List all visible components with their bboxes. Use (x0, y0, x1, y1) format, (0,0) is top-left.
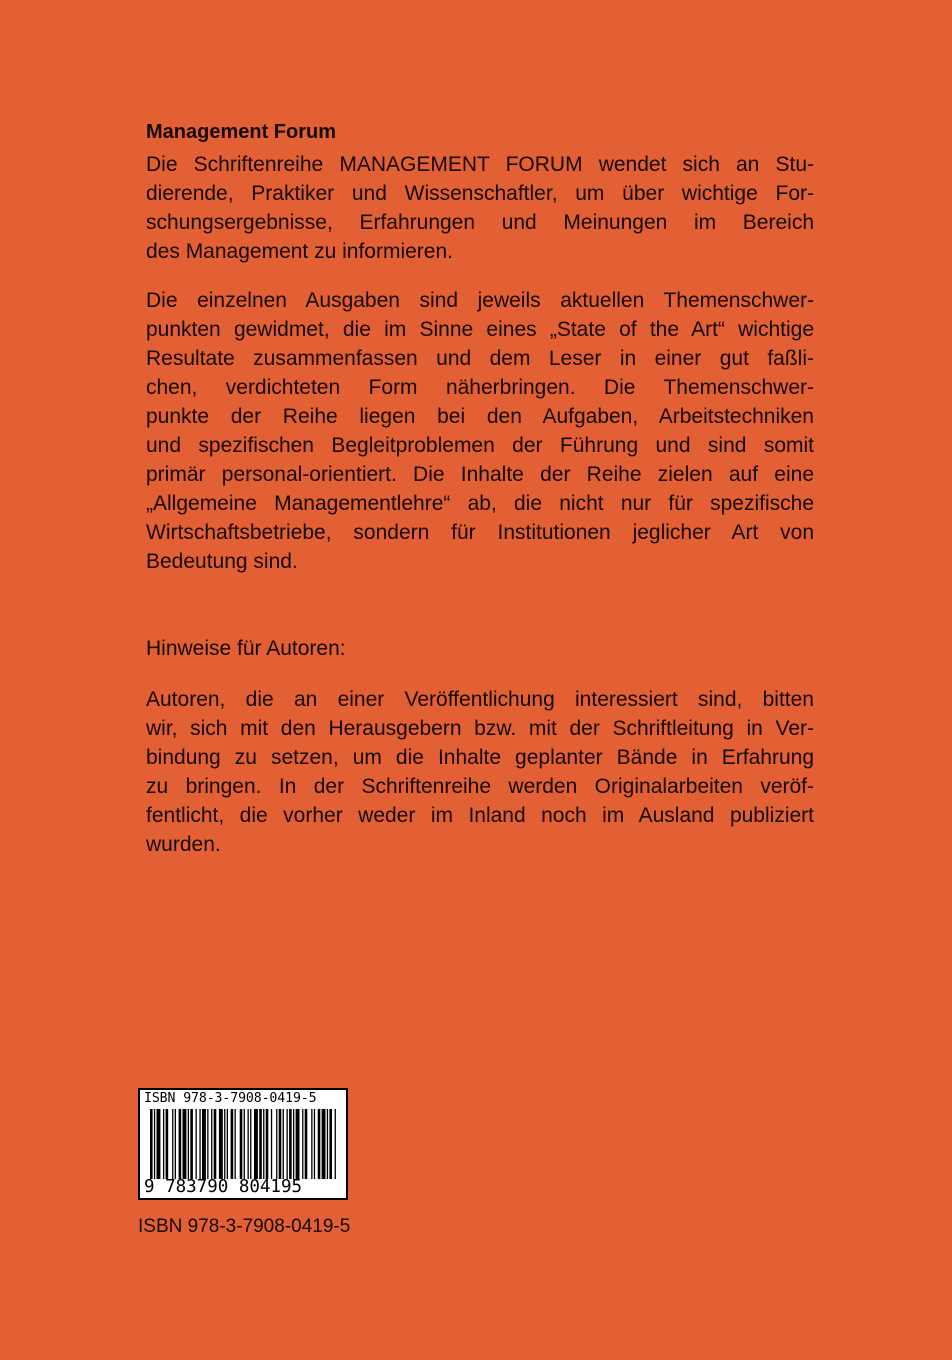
barcode-bar (150, 1109, 153, 1179)
text-line: Autoren, die an einer Veröffentlichung interessiert sind, bitten (146, 688, 814, 711)
text-line: Wirtschaftsbetriebe, sondern für Institutionen jeglicher Art von (146, 521, 814, 544)
text-line: Bedeutung sind. (146, 550, 298, 573)
text-line: punkte der Reihe liegen bei den Aufgaben, Arbeitstechniken (146, 405, 814, 428)
barcode-bar (327, 1109, 328, 1179)
barcode-bar (248, 1109, 249, 1179)
barcode-bar (318, 1109, 321, 1179)
barcode-bar (224, 1109, 225, 1179)
barcode-bar (202, 1109, 206, 1179)
barcode-bar (302, 1109, 303, 1179)
text-line: bindung zu setzen, um die Inhalte geplanter Bände in Erfahrung (146, 746, 814, 769)
barcode-bar (287, 1109, 288, 1179)
barcode-bars (150, 1109, 340, 1179)
barcode-bar (190, 1109, 193, 1179)
barcode-digits: 9 783790 804195 (144, 1177, 303, 1197)
barcode-bar (244, 1109, 245, 1179)
barcode-bar (227, 1109, 228, 1179)
barcode-bar (166, 1109, 169, 1179)
barcode-bar (154, 1109, 155, 1179)
barcode-bar (259, 1109, 262, 1179)
barcode-bar (235, 1109, 236, 1179)
barcode-bar (254, 1109, 258, 1179)
barcode-bar (214, 1109, 217, 1179)
text-line: wir, sich mit den Herausgebern bzw. mit der Schriftleitung in Ver- (146, 717, 814, 740)
barcode-bar (179, 1109, 182, 1179)
barcode-bar (271, 1109, 272, 1179)
barcode-bar (263, 1109, 264, 1179)
barcode-bar (199, 1109, 200, 1179)
text-line: schungsergebnisse, Erfahrungen und Meinungen im Bereich (146, 211, 814, 234)
series-scope-paragraph (146, 286, 814, 576)
text-line: und spezifischen Begleitproblemen der Führung und sind somit (146, 434, 814, 457)
barcode-bar (293, 1109, 294, 1179)
barcode-bar (163, 1109, 164, 1179)
barcode-bar (322, 1109, 326, 1179)
barcode-bar (276, 1109, 277, 1179)
barcode-bar (335, 1109, 336, 1179)
barcode-bar (196, 1109, 197, 1179)
barcode-bar (188, 1109, 189, 1179)
barcode-bar (219, 1109, 223, 1179)
text-line: punkten gewidmet, die im Sinne eines „State of the Art“ wichtige (146, 318, 814, 341)
barcode-bar (311, 1109, 312, 1179)
text-line: des Management zu informieren. (146, 240, 453, 263)
barcode-bar (296, 1109, 300, 1179)
text-line: Die einzelnen Ausgaben sind jeweils aktuellen Themenschwer- (146, 289, 814, 312)
text-line: fentlicht, die vorher weder im Inland noch im Ausland publiziert (146, 804, 814, 827)
barcode-bar (175, 1109, 176, 1179)
barcode-bar (279, 1109, 282, 1179)
barcode-bar (266, 1109, 269, 1179)
barcode-bar (211, 1109, 212, 1179)
text-line: „Allgemeine Managementlehre“ ab, die nicht nur für spezifische (146, 492, 814, 515)
barcode-bar (329, 1109, 332, 1179)
barcode-bar (305, 1109, 308, 1179)
authors-heading: Hinweise für Autoren: (146, 637, 346, 660)
text-line: Die Schriftenreihe MANAGEMENT FORUM wendet sich an Stu- (146, 153, 814, 176)
barcode-bar (157, 1109, 161, 1179)
text-line: primär personal-orientiert. Die Inhalte der Reihe zielen auf eine (146, 463, 814, 486)
text-line: dierende, Praktiker und Wissenschaftler, um über wichtige For- (146, 182, 814, 205)
text-line: chen, verdichteten Form näherbringen. Die Themenschwer- (146, 376, 814, 399)
text-line: Resultate zusammenfassen und dem Leser in einer gut faßli- (146, 347, 814, 370)
barcode-bar (183, 1109, 187, 1179)
barcode-bar (283, 1109, 284, 1179)
text-line: zu bringen. In der Schriftenreihe werden Originalarbeiten veröf- (146, 775, 814, 798)
series-description-paragraph (146, 150, 814, 266)
barcode-bar (289, 1109, 292, 1179)
barcode-bar (207, 1109, 208, 1179)
barcode-bar (240, 1109, 243, 1179)
isbn-number: ISBN 978-3-7908-0419-5 (138, 1216, 351, 1237)
barcode-bar (172, 1109, 173, 1179)
isbn-barcode (138, 1088, 348, 1200)
series-heading: Management Forum (146, 121, 337, 143)
barcode-bar (314, 1109, 315, 1179)
barcode-bar (250, 1109, 251, 1179)
authors-info-paragraph (146, 685, 814, 859)
barcode-isbn-label: ISBN 978-3-7908-0419-5 (144, 1091, 317, 1106)
barcode-bar (231, 1109, 234, 1179)
text-line: wurden. (146, 833, 221, 856)
